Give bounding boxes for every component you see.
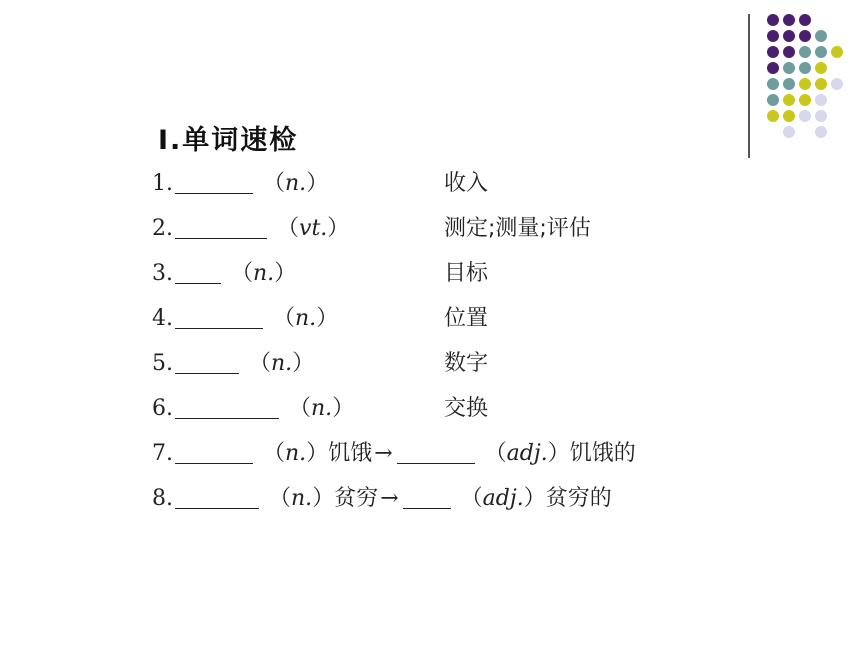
meaning-2: 饥饿的 [569,441,636,466]
answer-blank[interactable] [175,300,263,329]
decor-dot [815,62,827,74]
item-number: 6. [152,396,173,421]
item-number: 5. [152,351,173,376]
vocab-item-4: 4. （n.） 位置 [152,299,338,339]
part-of-speech-2: adj. [506,441,548,466]
decor-dot [783,30,795,42]
section-title: Ⅰ.单词速检 [158,125,299,156]
part-of-speech: n. [253,261,275,286]
decor-dot [767,14,779,26]
vocab-item-3: 3. （n.） 目标 [152,254,296,294]
answer-blank-2[interactable] [397,435,475,464]
answer-blank[interactable] [175,480,259,509]
answer-blank[interactable] [175,345,239,374]
item-number: 8. [152,486,173,511]
answer-blank[interactable] [175,165,253,194]
decor-dot [783,14,795,26]
meaning: 测定;测量;评估 [444,216,591,241]
part-of-speech: n. [291,486,313,511]
answer-blank[interactable] [175,390,279,419]
decor-dot [815,46,827,58]
part-of-speech: n. [311,396,333,421]
decorative-divider [748,14,750,158]
answer-blank-2[interactable] [403,480,451,509]
arrow-icon: → [374,441,393,466]
part-of-speech: n. [295,306,317,331]
decor-dot [799,14,811,26]
answer-blank[interactable] [175,255,221,284]
meaning: 贫穷 [334,486,379,511]
decor-dot [767,78,779,90]
decor-dot [815,126,827,138]
item-number: 7. [152,441,173,466]
meaning: 饥饿 [328,441,373,466]
item-number: 2. [152,216,173,241]
decor-dot [767,62,779,74]
decor-dot [799,78,811,90]
meaning: 数字 [444,351,489,376]
decor-dot [767,46,779,58]
decor-dot [799,30,811,42]
part-of-speech-2: adj. [482,486,524,511]
decor-dot [783,62,795,74]
decor-dot [799,62,811,74]
decor-dot [783,126,795,138]
answer-blank[interactable] [175,435,253,464]
decor-dot [799,94,811,106]
decor-dot [815,30,827,42]
meaning: 收入 [444,171,489,196]
decor-dot [783,46,795,58]
decor-dot [783,94,795,106]
decor-dot [783,110,795,122]
decor-dot [815,110,827,122]
decor-dot [815,94,827,106]
vocab-item-8: 8. （n.）贫穷→ （adj.）贫穷的 [152,479,612,519]
item-number: 3. [152,261,173,286]
part-of-speech: n. [271,351,293,376]
decor-dot [831,46,843,58]
meaning: 交换 [444,396,489,421]
meaning-2: 贫穷的 [545,486,612,511]
arrow-icon: → [380,486,399,511]
vocab-item-2: 2. （vt.） 测定;测量;评估 [152,209,349,249]
decor-dot [767,94,779,106]
meaning: 位置 [444,306,489,331]
item-number: 4. [152,306,173,331]
decor-dot [831,78,843,90]
decor-dot [767,30,779,42]
vocab-item-5: 5. （n.） 数字 [152,344,314,384]
decor-dot [767,110,779,122]
decor-dot [799,110,811,122]
part-of-speech: vt. [299,216,328,241]
item-number: 1. [152,171,173,196]
answer-blank[interactable] [175,210,267,239]
decor-dot [799,46,811,58]
meaning: 目标 [444,261,489,286]
part-of-speech: n. [285,171,307,196]
vocab-item-1: 1. （n.） 收入 [152,164,328,204]
decorative-dot-grid [0,0,860,160]
vocab-item-7: 7. （n.）饥饿→ （adj.）饥饿的 [152,434,636,474]
decor-dot [815,78,827,90]
part-of-speech: n. [285,441,307,466]
vocab-item-6: 6. （n.） 交换 [152,389,354,429]
decor-dot [783,78,795,90]
